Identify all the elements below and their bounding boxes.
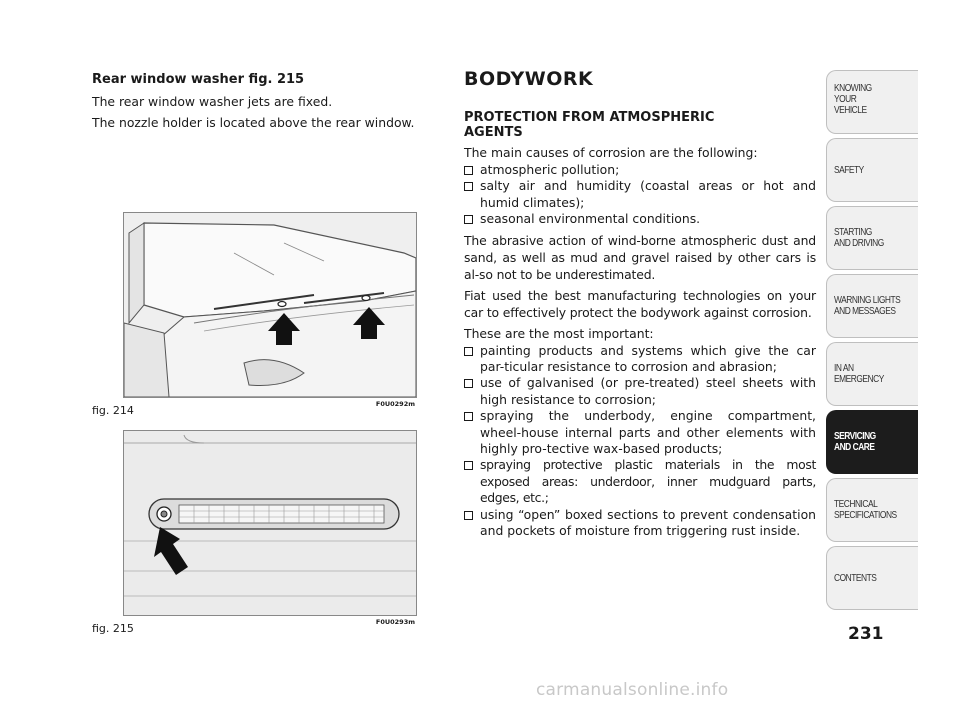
- measures-list: [464, 343, 816, 540]
- checkbox-bullet-icon: [464, 347, 473, 356]
- checkbox-bullet-icon: [464, 215, 473, 224]
- list-item: using “open” boxed sections to prevent condensation and pockets of moisture from triggering rust inside.: [464, 507, 816, 540]
- checkbox-bullet-icon: [464, 511, 473, 520]
- page-number: 231: [848, 624, 884, 644]
- figure-214-label: fig. 214: [92, 404, 134, 417]
- figure-214-image: [123, 212, 417, 398]
- tab-knowing-your-vehicle[interactable]: KNOWING YOUR VEHICLE: [826, 70, 918, 134]
- figure-215-label: fig. 215: [92, 622, 134, 635]
- tab-servicing-and-care[interactable]: SERVICING AND CARE: [826, 410, 918, 474]
- tab-warning-lights-and-messages[interactable]: WARNING LIGHTS AND MESSAGES: [826, 274, 918, 338]
- measures-intro: These are the most important:: [464, 325, 654, 341]
- section-subtitle-line-2: AGENTS: [464, 125, 523, 140]
- rear-washer-heading: Rear window washer fig. 215: [92, 72, 305, 87]
- watermark: carmanualsonline.info: [536, 680, 729, 700]
- tab-safety[interactable]: SAFETY: [826, 138, 918, 202]
- rear-washer-para-1: The rear window washer jets are fixed.: [92, 94, 333, 109]
- list-item: spraying protective plastic materials in the most exposed areas: underdoor, inner mudguard parts, edges, etc.;: [464, 457, 816, 506]
- causes-intro: The main causes of corrosion are the following:: [464, 145, 758, 160]
- figure-215-image: [123, 430, 417, 616]
- section-subtitle: [464, 110, 816, 140]
- tab-starting-and-driving[interactable]: STARTING AND DRIVING: [826, 206, 918, 270]
- figure-215-code: F0U0293m: [375, 618, 415, 626]
- checkbox-bullet-icon: [464, 379, 473, 388]
- checkbox-bullet-icon: [464, 412, 473, 421]
- list-item: seasonal environmental conditions.: [464, 211, 816, 227]
- tab-technical-specifications[interactable]: TECHNICAL SPECIFICATIONS: [826, 478, 918, 542]
- checkbox-bullet-icon: [464, 182, 473, 191]
- list-item: spraying the underbody, engine compartment, wheel-house internal parts and other elements with highly pro-tective wax-based products;: [464, 408, 816, 457]
- fiat-paragraph: Fiat used the best manufacturing technologies on your car to effectively protect the bodywork against corrosion.: [464, 287, 816, 320]
- list-item: painting products and systems which give the car par-ticular resistance to corrosion and abrasion;: [464, 343, 816, 376]
- causes-list: [464, 162, 816, 228]
- list-item: salty air and humidity (coastal areas or hot and humid climates);: [464, 178, 816, 211]
- checkbox-bullet-icon: [464, 166, 473, 175]
- figure-214-code: F0U0292m: [375, 400, 415, 408]
- left-column: [92, 72, 432, 135]
- right-column: [464, 68, 816, 544]
- list-item: use of galvanised (or pre-treated) steel sheets with high resistance to corrosion;: [464, 375, 816, 408]
- abrasive-paragraph: The abrasive action of wind-borne atmospheric dust and sand, as well as mud and gravel raised by other cars is al-so not to be underestimated.: [464, 232, 816, 282]
- list-item: atmospheric pollution;: [464, 162, 816, 178]
- checkbox-bullet-icon: [464, 461, 473, 470]
- rear-washer-para-2: The nozzle holder is located above the rear window.: [92, 115, 415, 130]
- tab-in-an-emergency[interactable]: IN AN EMERGENCY: [826, 342, 918, 406]
- section-subtitle-line-1: PROTECTION FROM ATMOSPHERIC: [464, 110, 715, 125]
- tab-contents[interactable]: CONTENTS: [826, 546, 918, 610]
- chapter-tabs: [826, 70, 918, 614]
- section-title: BODYWORK: [464, 68, 594, 90]
